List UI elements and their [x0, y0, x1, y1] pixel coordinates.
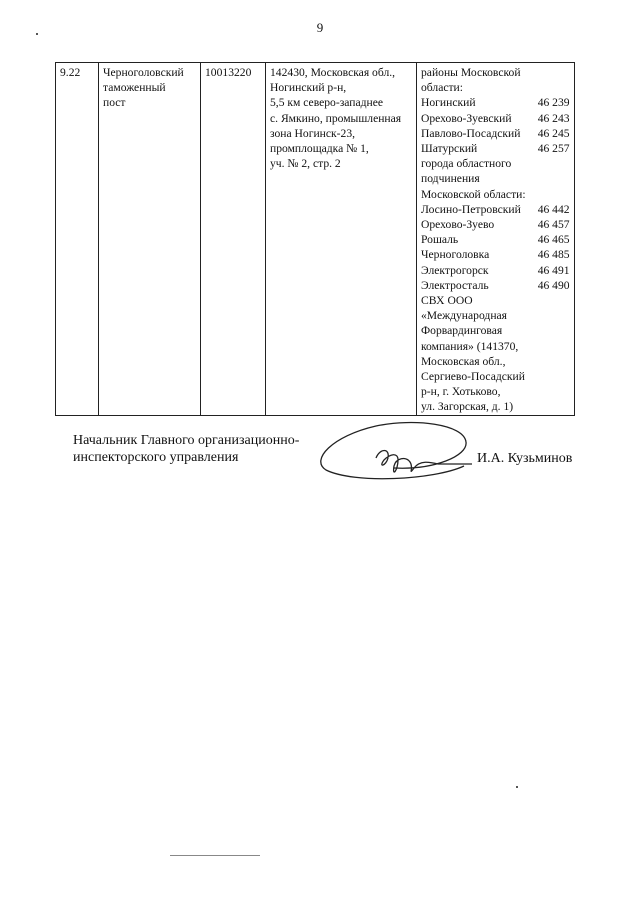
table-row	[56, 63, 575, 416]
address-line: промплощадка № 1,	[270, 142, 369, 156]
address-line: зона Ногинск-23,	[270, 126, 356, 140]
territory-row	[421, 80, 570, 95]
territory-code	[526, 65, 570, 80]
post-name-line: таможенный	[103, 81, 166, 95]
signatory-title-line: инспекторского управления	[73, 450, 239, 465]
address-line: уч. № 2, стр. 2	[270, 157, 341, 171]
address-line: 5,5 км северо-западнее	[270, 96, 384, 110]
territory-code: 46 490	[537, 278, 570, 292]
territory-name: Московская обл.,	[421, 354, 506, 368]
territory-list	[421, 65, 570, 415]
territory-row	[421, 247, 570, 262]
territory-code: 46 457	[537, 218, 570, 232]
territory-code	[526, 354, 570, 369]
territory-name: Черноголовка	[421, 248, 490, 262]
territory-name: Электросталь	[421, 278, 489, 292]
territory-code	[526, 308, 570, 323]
territory-name: Сергиево-Посадский	[421, 370, 525, 384]
territory-code	[526, 171, 570, 186]
territory-name: компания» (141370,	[421, 339, 519, 353]
territory-row	[421, 354, 570, 369]
territory-name: Лосино-Петровский	[421, 202, 521, 216]
territory-row	[421, 171, 570, 186]
territory-name: Орехово-Зуево	[421, 218, 495, 232]
territory-name: Шатурский	[421, 142, 478, 156]
signatory-title-line: Начальник Главного организационно-	[73, 433, 300, 448]
territory-code	[526, 187, 570, 202]
territory-code: 46 243	[537, 111, 570, 125]
territory-row	[421, 308, 570, 323]
territory-row	[421, 369, 570, 384]
territory-code: 46 485	[537, 248, 570, 262]
territory-name: «Международная	[421, 309, 507, 323]
territory-name: р-н, г. Хотьково,	[421, 385, 501, 399]
page-number: 9	[316, 20, 324, 35]
row-number: 9.22	[60, 66, 81, 79]
territory-row	[421, 399, 570, 414]
address-line: 142430, Московская обл.,	[270, 66, 396, 79]
territory-name: Форвардинговая	[421, 324, 503, 338]
signatory-title	[73, 432, 299, 466]
territory-row	[421, 263, 570, 278]
post-code-cell	[201, 63, 266, 416]
territory-name: Орехово-Зуевский	[421, 111, 512, 125]
territory-code: 46 257	[537, 142, 570, 156]
territory-name: области:	[421, 81, 463, 95]
territory-code	[526, 339, 570, 354]
row-number-cell	[56, 63, 99, 416]
territory-row	[421, 65, 570, 80]
address-line: Ногинский р-н,	[270, 81, 347, 95]
territory-row	[421, 278, 570, 293]
territory-name: подчинения	[421, 172, 480, 186]
post-name-line: Черноголовский	[103, 66, 184, 79]
scan-speck	[36, 33, 38, 35]
scan-speck	[516, 786, 518, 788]
territory-code: 46 239	[537, 96, 570, 110]
territory-name: ул. Загорская, д. 1)	[421, 400, 514, 414]
territory-cell	[417, 63, 575, 416]
territory-code: 46 491	[537, 263, 570, 277]
territory-row	[421, 141, 570, 156]
address-cell	[266, 63, 417, 416]
territory-code	[526, 293, 570, 308]
post-name-line: пост	[103, 96, 126, 110]
territory-code: 46 442	[537, 202, 570, 216]
territory-code	[526, 156, 570, 171]
territory-code: 46 465	[537, 233, 570, 247]
territory-name: Рошаль	[421, 233, 459, 247]
post-name-cell	[99, 63, 201, 416]
territory-row	[421, 95, 570, 110]
territory-code	[526, 399, 570, 414]
territory-row	[421, 232, 570, 247]
territory-name: Павлово-Посадский	[421, 126, 521, 140]
territory-row	[421, 339, 570, 354]
territory-code	[526, 369, 570, 384]
territory-row	[421, 384, 570, 399]
post-code: 10013220	[205, 66, 252, 79]
territory-row	[421, 156, 570, 171]
scan-line	[170, 855, 260, 856]
territory-row	[421, 217, 570, 232]
territory-name: Московской области:	[421, 187, 526, 201]
handwritten-signature	[314, 418, 484, 488]
territory-code: 46 245	[537, 126, 570, 140]
territory-name: районы Московской	[421, 66, 521, 79]
territory-row	[421, 202, 570, 217]
territory-row	[421, 111, 570, 126]
customs-post-table	[55, 62, 575, 416]
territory-row	[421, 126, 570, 141]
territory-name: Электрогорск	[421, 263, 489, 277]
signatory-name: И.А. Кузьминов	[477, 451, 573, 466]
territory-row	[421, 187, 570, 202]
territory-name: города областного	[421, 157, 512, 171]
territory-name: Ногинский	[421, 96, 476, 110]
address-line: с. Ямкино, промышленная	[270, 111, 402, 125]
territory-row	[421, 323, 570, 338]
territory-code	[526, 80, 570, 95]
territory-code	[526, 384, 570, 399]
territory-row	[421, 293, 570, 308]
territory-name: СВХ ООО	[421, 294, 473, 308]
territory-code	[526, 323, 570, 338]
